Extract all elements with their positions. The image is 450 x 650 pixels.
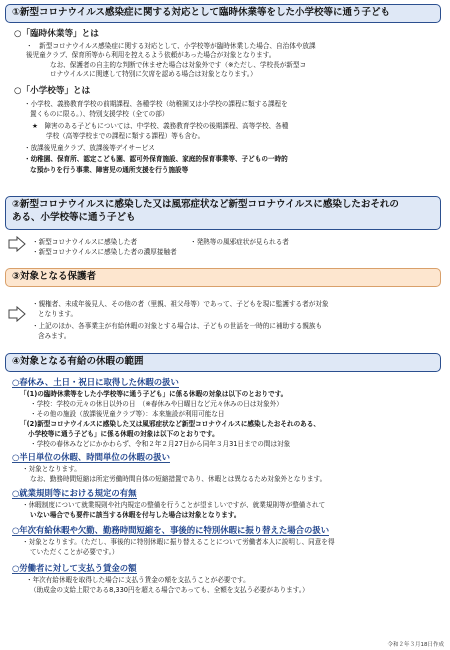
shogakko-line-6: ・幼稚園、保育所、認定こども園、認可外保育施設、家庭的保育事業等、子どもの一時的 bbox=[24, 155, 288, 163]
sec3-line-1: ・親権者、未成年後見人、その他の者（里親、祖父母等）であって、子どもを現に監護する者が対象 bbox=[32, 300, 329, 308]
haru-line-6: ・学校の春休みなどにかかわらず、令和２年２月27日から同年３月31日までの間は対象 bbox=[30, 440, 291, 448]
rinji-line-2: 後児童クラブ、保育所等から利用を控えるよう依頼があった場合が対象となります。 bbox=[26, 51, 276, 59]
kisoku-line-1: ・休暇制度について就業規則や社内規定の整備を行うことが望ましいですが、就業規則等が整備されて bbox=[22, 501, 326, 509]
sec3-line-3: ・上記のほか、各事業主が有給休暇の対象とする場合は、子どもの世話を一時的に補助する親族も bbox=[32, 322, 323, 330]
chingin-line-1: ・年次有給休暇を取得した場合に支払う賃金の額を支払うことが必要です。 bbox=[26, 576, 250, 584]
haru-line-2: ・学校：学校の元々の休日以外の日 （※春休みや日曜日など元々休みの日は対象外） bbox=[30, 400, 283, 408]
sec2-line-2: ・新型コロナウイルスに感染した者の濃厚接触者 bbox=[32, 248, 177, 256]
shogakko-line-5: ・放課後児童クラブ、放課後等デイサービス bbox=[24, 144, 155, 152]
sec2-line-1a: ・新型コロナウイルスに感染した者 bbox=[32, 238, 138, 246]
arrow-right-icon bbox=[8, 306, 26, 322]
section-4-title: ④対象となる有給の休暇の範囲 bbox=[5, 353, 441, 372]
section-2-title-line-1: ②新型コロナウイルスに感染した又は風邪症状など新型コロナウイルスに感染したおそれの bbox=[12, 199, 399, 210]
heading-rinji: ○「臨時休業等」とは bbox=[14, 29, 99, 39]
heading-shugyokisoku bbox=[12, 488, 137, 499]
hannichi-line-2: なお、勤務時間短縮は所定労働時間自体の短縮措置であり、休暇とは異なるため対象外となります。 bbox=[30, 475, 327, 483]
furikae-line-2: ていただくことが必要です。） bbox=[30, 548, 119, 556]
heading-chingin bbox=[12, 563, 137, 574]
rinji-line-4: ロナウイルスに関連して特別に欠席を認める場合は対象となります。） bbox=[50, 70, 257, 78]
heading-furikae bbox=[12, 525, 329, 536]
haru-line-3: ・その他の施設（放課後児童クラブ等）：本来施設が利用可能な日 bbox=[30, 410, 225, 418]
haru-line-5: 小学校等に通う子ども」に係る休暇の対象は以下のとおりです。 bbox=[28, 430, 219, 438]
section-1-title: ①新型コロナウイルス感染症に関する対応として臨時休業等をした小学校等に通う子ども bbox=[5, 4, 441, 23]
rinji-line-3: なお、保護者の自主的な判断で休ませた場合は対象外です（※ただし、学校長が新型コ bbox=[50, 61, 307, 69]
heading-haruyasumi-text: ○春休み、土日・祝日に取得した休暇の扱い bbox=[12, 377, 179, 387]
shogakko-line-4: 学校（高等学校までの課程に類する課程）等も含む。 bbox=[46, 132, 205, 140]
arrow-right-icon bbox=[8, 236, 26, 252]
shogakko-line-2: 置くものに限る。）、特別支援学校（全ての部） bbox=[30, 110, 169, 118]
shogakko-line-3: ★ 障害のある子どもについては、中学校、義務教育学校の後期課程、高等学校、各種 bbox=[32, 122, 289, 130]
heading-hannichi-text: ○半日単位の休暇、時間単位の休暇の扱い bbox=[12, 452, 171, 462]
section-2-title-line-2: ある、小学校等に通う子ども bbox=[12, 211, 136, 223]
kisoku-line-2: いない場合でも要件に該当する休暇を付与した場合は対象となります。 bbox=[30, 511, 241, 519]
haru-line-1: 「(1)の臨時休業等をした小学校等に通う子ども」に係る休暇の対象は以下のとおりです。 bbox=[20, 390, 288, 398]
shogakko-line-1: ・小学校、義務教育学校の前期課程、各種学校（幼稚園又は小学校の課程に類する課程を bbox=[24, 100, 288, 108]
sec2-line-1b: ・発熱等の風邪症状が見られる者 bbox=[190, 238, 289, 246]
creation-date: 令和２年３月18日作成 bbox=[387, 642, 444, 648]
sec3-line-2: となります。 bbox=[38, 310, 78, 318]
heading-haruyasumi bbox=[12, 377, 179, 388]
heading-furikae-text: ○年次有給休暇や欠勤、勤務時間短縮を、事後的に特別休暇に振り替えた場合の扱い bbox=[12, 525, 330, 535]
hannichi-line-1: ・対象となります。 bbox=[22, 465, 81, 473]
chingin-line-2: （助成金の支給上限である8,330円を超える場合であっても、全額を支払う必要があります。） bbox=[30, 586, 309, 594]
section-3-title: ③対象となる保護者 bbox=[5, 268, 441, 287]
heading-shugyokisoku-text: ○就業規則等における規定の有無 bbox=[12, 488, 137, 498]
haru-line-4: 「(2)新型コロナウイルスに感染した又は風邪症状など新型コロナウイルスに感染したおそれのある、 bbox=[20, 420, 320, 428]
furikae-line-1: ・対象となります。（ただし、事後的に特別休暇に振り替えることについて労働者本人に説明し、同意を得 bbox=[22, 538, 335, 546]
heading-chingin-text: ○労働者に対して支払う賃金の額 bbox=[12, 563, 137, 573]
sec3-line-4: 含みます。 bbox=[38, 332, 71, 340]
rinji-line-1: ・ 新型コロナウイルス感染症に関する対応として、小学校等が臨時休業した場合、自治体や放課 bbox=[26, 42, 316, 50]
section-2-title bbox=[5, 196, 441, 230]
heading-shogakko: ○「小学校等」とは bbox=[14, 86, 91, 96]
heading-hannichi bbox=[12, 452, 170, 463]
shogakko-line-7: な預かりを行う事業、障害児の通所支援を行う施設等 bbox=[30, 166, 189, 174]
